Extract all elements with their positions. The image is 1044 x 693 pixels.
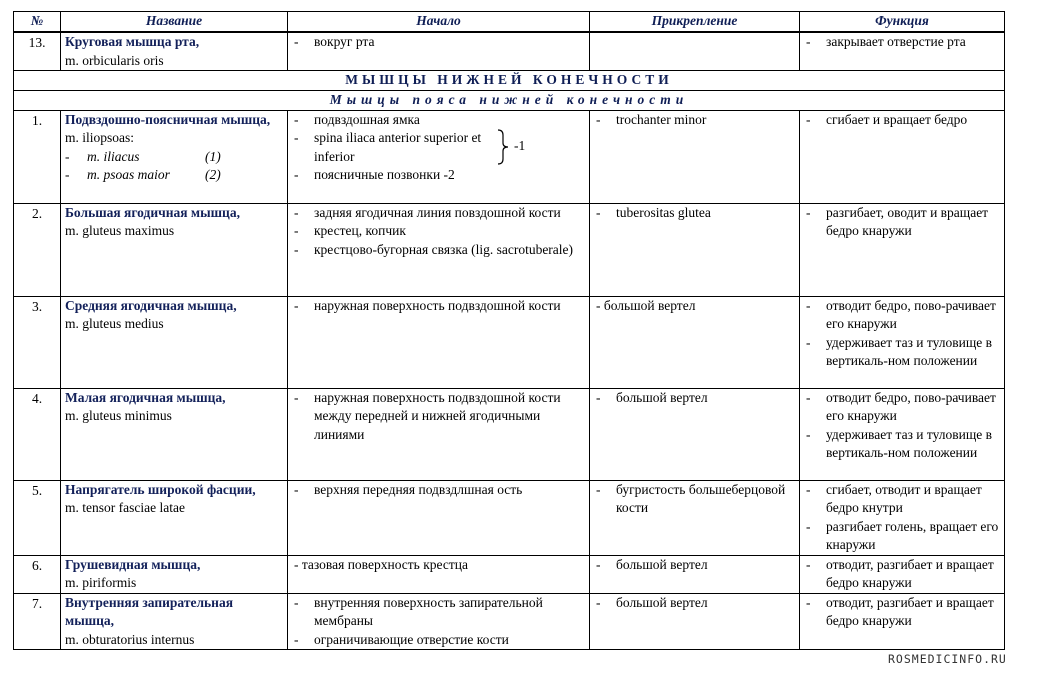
insertion-cell xyxy=(590,480,800,555)
header-insertion: Прикрепление xyxy=(590,12,800,33)
list-item: - наружная поверхность подвздошной кости xyxy=(294,297,561,313)
muscle-name-ru: Малая ягодичная мышца, xyxy=(65,389,226,405)
origin-cell xyxy=(288,110,590,203)
insertion-cell xyxy=(590,32,800,71)
row-number: 5. xyxy=(14,480,61,555)
row-number: 3. xyxy=(14,296,61,388)
muscle-name-lat: m. iliopsoas: xyxy=(65,130,135,145)
header-num: № xyxy=(14,12,61,33)
list-item: - удерживает таз и туловище в вертикаль-ном положении xyxy=(806,426,992,460)
table-row xyxy=(14,32,1005,71)
muscle-name-lat: m. piriformis xyxy=(65,575,137,590)
header-origin: Начало xyxy=(288,12,590,33)
function-cell xyxy=(800,388,1005,480)
row-number: 2. xyxy=(14,203,61,296)
function-cell xyxy=(800,203,1005,296)
brace-icon xyxy=(497,129,509,165)
origin-cell xyxy=(288,388,590,480)
insertion-cell xyxy=(590,296,800,388)
list-item: - крестец, копчик xyxy=(294,223,406,238)
list-item: - m. iliacus (1) xyxy=(65,148,221,164)
muscle-name-lat: m. tensor fasciae latae xyxy=(65,500,185,515)
insertion-cell xyxy=(590,110,800,203)
origin-cell xyxy=(288,593,590,650)
brace-label: -1 xyxy=(514,137,526,153)
origin-cell xyxy=(288,296,590,388)
row-number: 7. xyxy=(14,593,61,650)
list-item: - сгибает, отводит и вращает бедро кнутри xyxy=(806,481,982,515)
subsection-title: Мышцы пояса нижней конечности xyxy=(14,91,1005,111)
muscle-name-ru: Средняя ягодичная мышца, xyxy=(65,297,237,313)
row-number: 6. xyxy=(14,555,61,593)
list-item: - trochanter minor xyxy=(596,111,707,127)
list-item: - отводит бедро, пово-рачивает его кнаружи xyxy=(806,297,996,331)
function-cell xyxy=(800,555,1005,593)
name-cell xyxy=(61,110,288,203)
header-name: Название xyxy=(61,12,288,33)
list-item: - m. psoas maior (2) xyxy=(65,167,221,182)
header-function: Функция xyxy=(800,12,1005,33)
name-cell xyxy=(61,32,288,71)
table-row xyxy=(14,555,1005,593)
list-item: - бугристость большеберцовой кости xyxy=(596,481,786,515)
muscle-name-lat: m. gluteus medius xyxy=(65,316,164,331)
list-item: - ограничивающие отверстие кости xyxy=(294,631,509,647)
list-item: - наружная поверхность подвздошной кости между передней и нижней ягодичными линиями xyxy=(294,389,561,442)
origin-cell xyxy=(288,32,590,71)
origin-cell xyxy=(288,555,590,593)
table-row xyxy=(14,388,1005,480)
origin-cell xyxy=(288,480,590,555)
list-item: - разгибает голень, вращает его кнаружи xyxy=(806,518,999,552)
insertion-cell xyxy=(590,388,800,480)
list-item: - крестцово-бугорная связка (lig. sacrotuberale) xyxy=(294,241,574,257)
table-row xyxy=(14,110,1005,203)
table-row xyxy=(14,296,1005,388)
muscle-name-lat: m. gluteus minimus xyxy=(65,408,172,423)
muscle-name-lat: m. orbicularis oris xyxy=(65,52,164,68)
insertion-cell xyxy=(590,593,800,650)
muscle-name-ru: Круговая мышца рта, xyxy=(65,34,200,49)
list-item: - задняя ягодичная линия повздошной кости xyxy=(294,204,561,220)
name-cell xyxy=(61,296,288,388)
table-row xyxy=(14,203,1005,296)
list-item: - spina iliaca anterior superior et inferior xyxy=(294,130,482,164)
origin-cell xyxy=(288,203,590,296)
list-item: - отводит, разгибает и вращает бедро кнаружи xyxy=(806,556,994,590)
header-row xyxy=(14,12,1005,33)
origin-list xyxy=(292,111,585,185)
list-item: - большой вертел xyxy=(596,594,708,610)
section-row xyxy=(14,71,1005,91)
list-item: - сгибает и вращает бедро xyxy=(806,111,968,127)
name-cell xyxy=(61,593,288,650)
muscle-name-ru: Напрягатель широкой фасции, xyxy=(65,481,256,497)
subsection-row xyxy=(14,91,1005,111)
watermark: ROSMEDICINFO.RU xyxy=(888,652,1007,666)
list-item: - вокруг рта xyxy=(294,34,375,49)
list-item: - подвздошная ямка xyxy=(294,111,420,127)
list-item: - закрывает отверстие рта xyxy=(806,34,966,49)
list-item: - отводит бедро, пово-рачивает его кнаружи xyxy=(806,389,996,423)
function-cell xyxy=(800,593,1005,650)
muscle-name-ru: Подвздошно-поясничная мышца, xyxy=(65,111,271,127)
list-item: - удерживает таз и туловище в вертикаль-ном положении xyxy=(806,334,992,368)
muscle-name-ru: Большая ягодичная мышца, xyxy=(65,204,240,220)
muscle-table xyxy=(13,11,1005,650)
function-cell xyxy=(800,110,1005,203)
list-item: - внутренняя поверхность запирательной мембраны xyxy=(294,594,543,628)
name-cell xyxy=(61,480,288,555)
function-cell xyxy=(800,296,1005,388)
muscle-name-ru: Внутренняя запирательная мышца, xyxy=(65,594,233,628)
list-item: - разгибает, оводит и вращает бедро кнаружи xyxy=(806,204,989,238)
list-item: - отводит, разгибает и вращает бедро кнаружи xyxy=(806,594,994,628)
muscle-name-lat: m. obturatorius internus xyxy=(65,631,195,647)
muscle-name-lat: m. gluteus maximus xyxy=(65,223,175,238)
row-number: 13. xyxy=(14,32,61,71)
name-cell xyxy=(61,388,288,480)
table-row xyxy=(14,480,1005,555)
list-item: - тазовая поверхность крестца xyxy=(294,556,468,572)
function-cell xyxy=(800,480,1005,555)
name-cell xyxy=(61,555,288,593)
list-item: - поясничные позвонки -2 xyxy=(294,167,455,182)
section-title: МЫШЦЫ НИЖНЕЙ КОНЕЧНОСТИ xyxy=(14,71,1005,91)
insertion-cell xyxy=(590,203,800,296)
row-number: 1. xyxy=(14,110,61,203)
list-item: - большой вертел xyxy=(596,556,708,572)
row-number: 4. xyxy=(14,388,61,480)
list-item: - верхняя передняя подвздлшная ость xyxy=(294,481,523,497)
list-item: - большой вертел xyxy=(596,389,708,405)
insertion-cell xyxy=(590,555,800,593)
table-row xyxy=(14,593,1005,650)
list-item: - большой вертел xyxy=(596,297,696,313)
muscle-name-ru: Грушевидная мышца, xyxy=(65,556,201,572)
list-item: - tuberositas glutea xyxy=(596,204,711,220)
function-cell xyxy=(800,32,1005,71)
name-cell xyxy=(61,203,288,296)
